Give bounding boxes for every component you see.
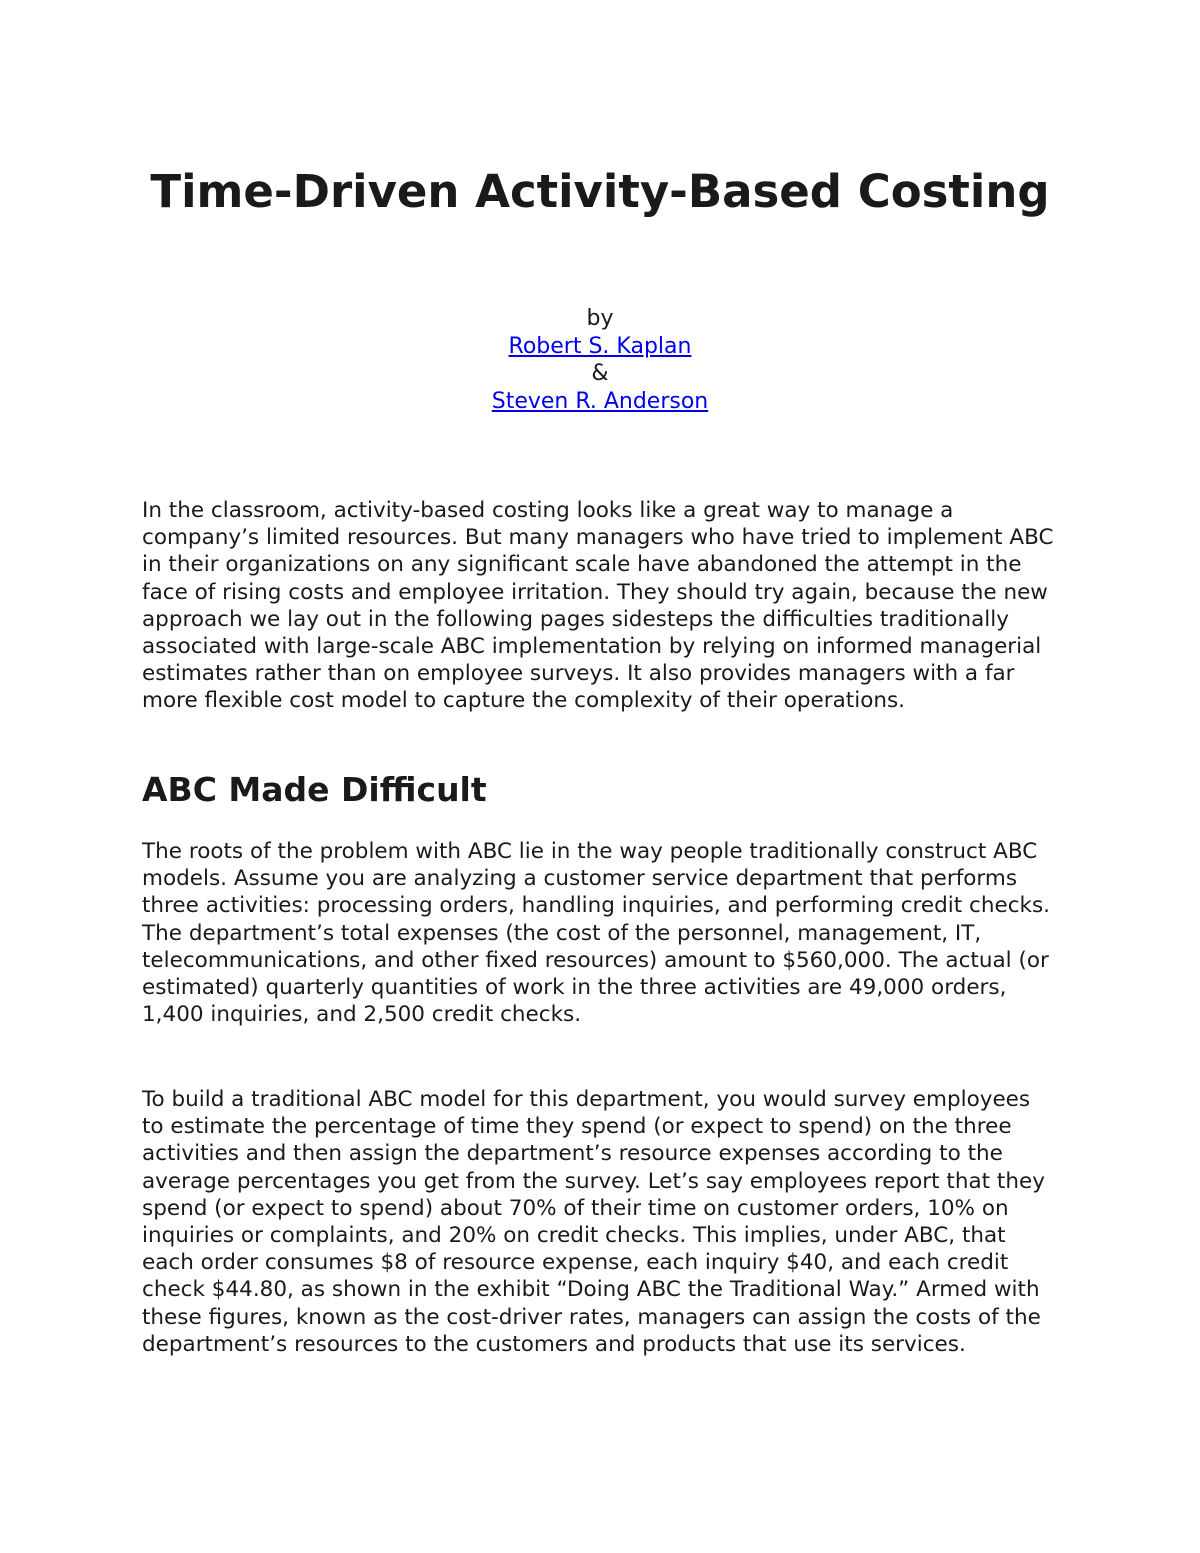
section-paragraph-1: The roots of the problem with ABC lie in the way people traditionally construct ABC models. Assume you are analyzing a customer service department that performs three activities: processing orders, handling inquiries, and performing credit checks. The department’s total expenses (the cost of the personnel, management, IT, telecommunications, and other fixed resources) amount to $560,000. The actual (or estimated) quarterly quantities of work in the three activities are 49,000 orders, 1,400 inquiries, and 2,500 credit checks. <box>142 839 1050 1028</box>
byline-by: by <box>586 306 614 331</box>
section-heading: ABC Made Difficult <box>142 770 487 809</box>
document-title: Time-Driven Activity-Based Costing <box>150 165 1050 218</box>
byline-ampersand: & <box>591 361 609 386</box>
section-paragraph-2: To build a traditional ABC model for this department, you would survey employees to estimate the percentage of time they spend (or expect to spend) on the three activities and then assign the department’s resource expenses according to the average percentages you get from the survey. Let’s say employees report that they spend (or expect to spend) about 70% of their time on customer orders, 10% on inquiries or complaints, and 20% on credit checks. This implies, under ABC, that each order consumes $8 of resource expense, each inquiry $40, and each credit check $44.80, as shown in the exhibit “Doing ABC the Traditional Way.” Armed with these figures, known as the cost-driver rates, managers can assign the costs of the department’s resources to the customers and products that use its services. <box>142 1087 1045 1357</box>
byline <box>142 305 1058 415</box>
intro-paragraph: In the classroom, activity-based costing looks like a great way to manage a company’s limited resources. But many managers who have tried to implement ABC in their organizations on any significant scale have abandoned the attempt in the face of rising costs and employee irritation. They should try again, because the new approach we lay out in the following pages sidesteps the difficulties traditionally associated with large-scale ABC implementation by relying on informed managerial estimates rather than on employee surveys. It also provides managers with a far more flexible cost model to capture the complexity of their operations. <box>142 498 1054 714</box>
author-link-anderson[interactable]: Steven R. Anderson <box>491 388 709 414</box>
author-link-kaplan[interactable]: Robert S. Kaplan <box>508 333 692 359</box>
